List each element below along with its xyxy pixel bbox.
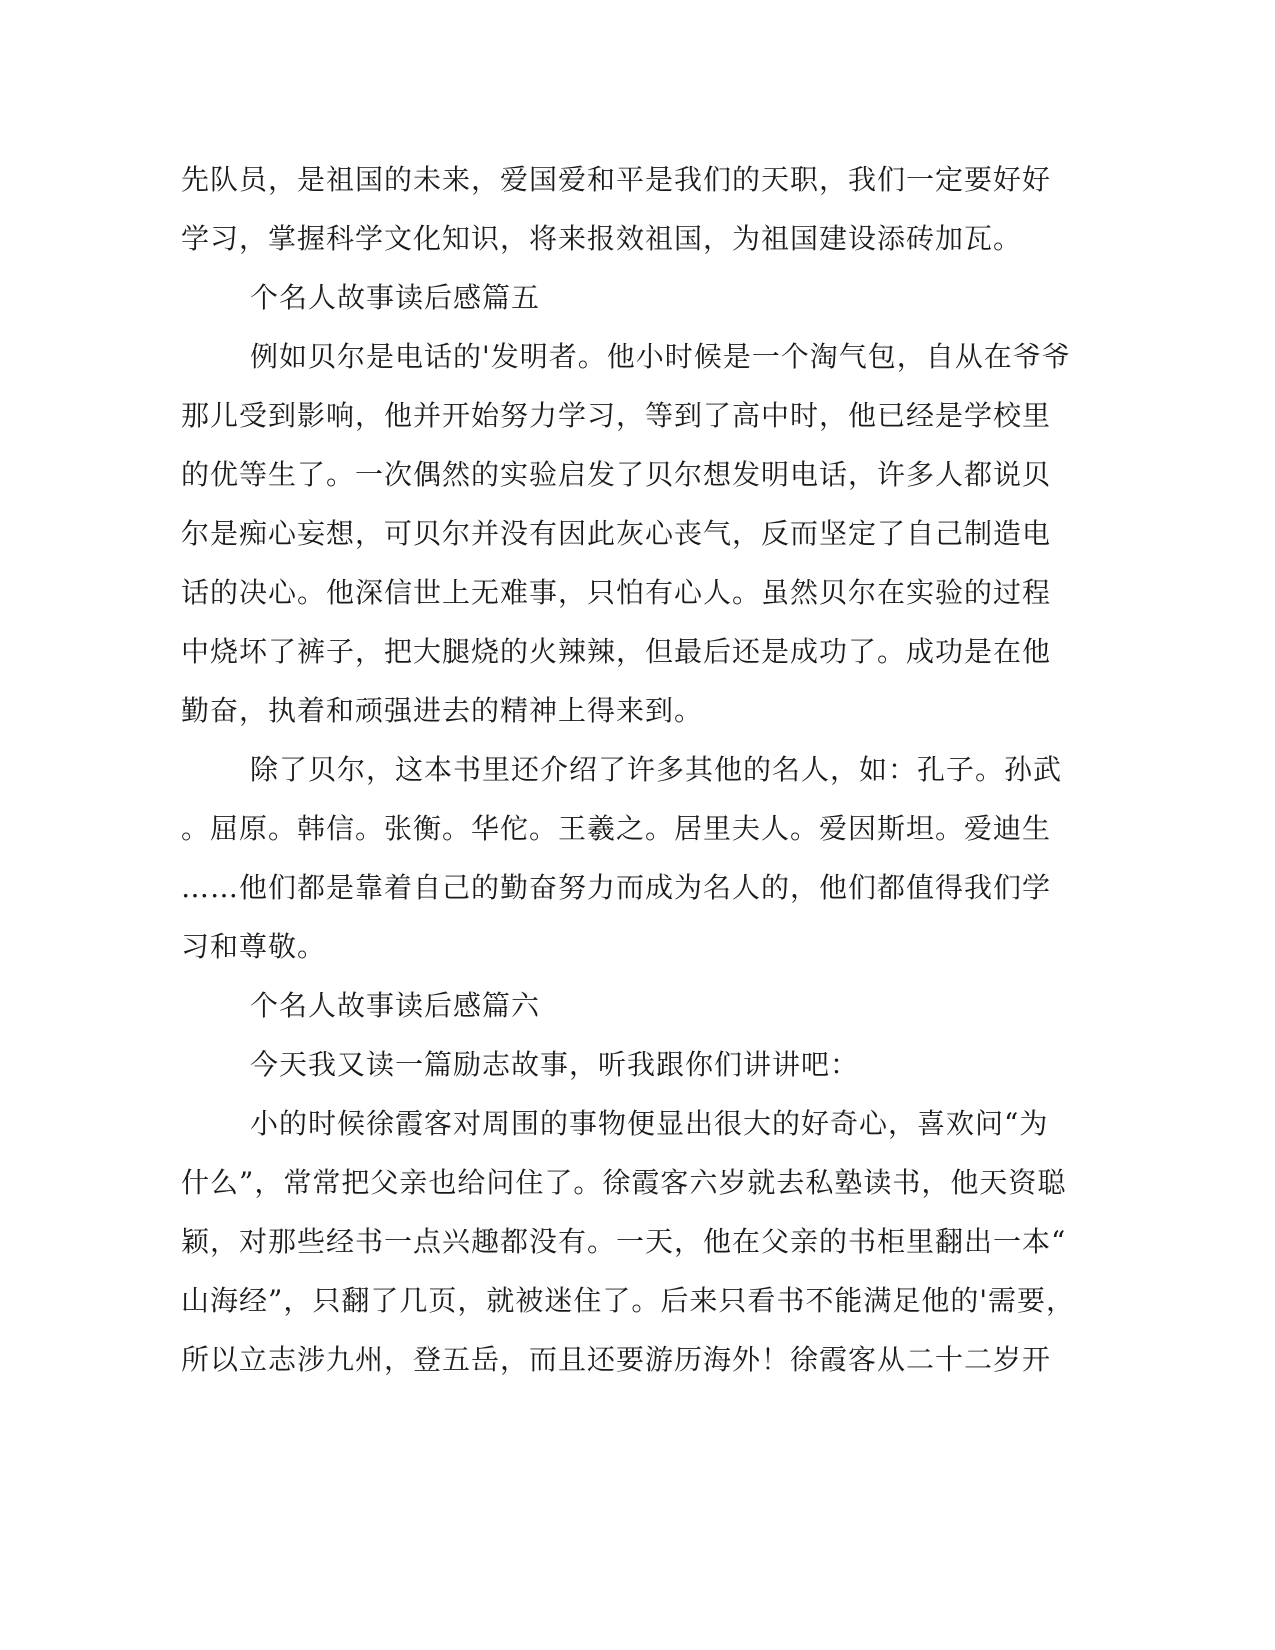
text-line: 学习，掌握科学文化知识，将来报效祖国，为祖国建设添砖加瓦。 (181, 222, 1023, 255)
section-heading: 个名人故事读后感篇五 (250, 281, 541, 314)
text-line: 话的决心。他深信世上无难事，只怕有心人。虽然贝尔在实验的过程 (181, 576, 1052, 609)
text-line: ……他们都是靠着自己的勤奋努力而成为名人的，他们都值得我们学 (181, 871, 1052, 904)
text-line: 所以立志涉九州，登五岳，而且还要游历海外！徐霞客从二十二岁开 (181, 1343, 1052, 1376)
text-line: 什么”，常常把父亲也给问住了。徐霞客六岁就去私塾读书，他天资聪 (181, 1166, 1067, 1199)
text-line: 例如贝尔是电话的'发明者。他小时候是一个淘气包，自从在爷爷 (250, 340, 1071, 373)
text-line: 中烧坏了裤子，把大腿烧的火辣辣，但最后还是成功了。成功是在他 (181, 635, 1052, 668)
text-line: 勤奋，执着和顽强进去的精神上得来到。 (181, 694, 704, 727)
text-line: 尔是痴心妄想，可贝尔并没有因此灰心丧气，反而坚定了自己制造电 (181, 517, 1052, 550)
text-line: 。屈原。韩信。张衡。华佗。王羲之。居里夫人。爱因斯坦。爱迪生 (181, 812, 1052, 845)
text-line: 的优等生了。一次偶然的实验启发了贝尔想发明电话，许多人都说贝 (181, 458, 1052, 491)
text-line: 习和尊敬。 (181, 930, 327, 963)
text-line: 那儿受到影响，他并开始努力学习，等到了高中时，他已经是学校里 (181, 399, 1052, 432)
text-line: 除了贝尔，这本书里还介绍了许多其他的名人，如：孔子。孙武 (250, 753, 1063, 786)
text-line: 颖，对那些经书一点兴趣都没有。一天，他在父亲的书柜里翻出一本“ (181, 1225, 1067, 1258)
text-line: 今天我又读一篇励志故事，听我跟你们讲讲吧： (250, 1048, 860, 1081)
text-line: 山海经”，只翻了几页，就被迷住了。后来只看书不能满足他的'需要， (181, 1284, 1076, 1317)
text-line: 先队员，是祖国的未来，爱国爱和平是我们的天职，我们一定要好好 (181, 163, 1052, 196)
section-heading: 个名人故事读后感篇六 (250, 989, 541, 1022)
text-line: 小的时候徐霞客对周围的事物便显出很大的好奇心，喜欢问“为 (250, 1107, 1049, 1140)
